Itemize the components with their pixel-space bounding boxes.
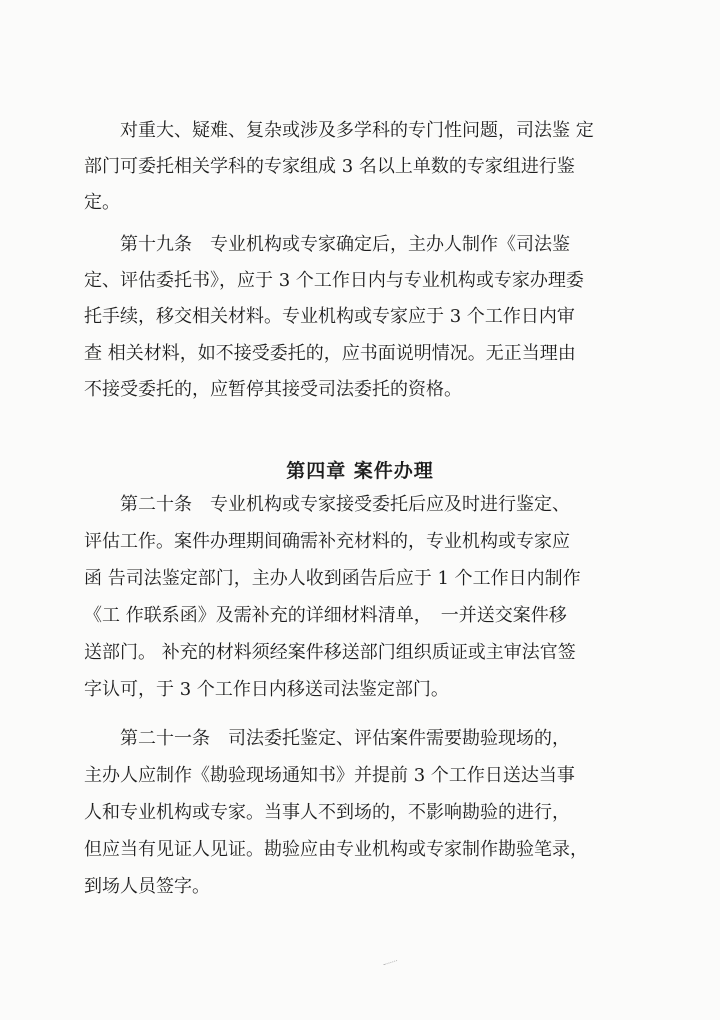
- text-line: 不接受委托的，应暂停其接受司法委托的资格。: [84, 379, 462, 400]
- chapter-heading: 第四章 案件办理: [286, 460, 434, 482]
- text-line: 查 相关材料，如不接受委托的，应书面说明情况。无正当理由: [84, 343, 576, 364]
- text-line: 送部门。 补充的材料须经案件移送部门组织质证或主审法官签: [84, 642, 576, 663]
- text-line: 字认可，于 3 个工作日内移送司法鉴定部门。: [84, 679, 449, 700]
- scan-speck: [384, 960, 399, 969]
- text-line: 评估工作。案件办理期间确需补充材料的，专业机构或专家应: [84, 531, 570, 552]
- text-line: 定、评估委托书》，应于 3 个工作日内与专业机构或专家办理委: [84, 270, 584, 291]
- text-line: 部门可委托相关学科的专家组成 3 名以上单数的专家组进行鉴: [84, 156, 575, 177]
- text-line: 对重大、疑难、复杂或涉及多学科的专门性问题，司法鉴 定: [120, 120, 594, 141]
- text-line: 定。: [84, 192, 120, 213]
- text-line: 函 告司法鉴定部门，主办人收到函告后应于 1 个工作日内制作: [84, 568, 581, 589]
- text-line: 托手续，移交相关材料。专业机构或专家应于 3 个工作日内审: [84, 306, 575, 327]
- text-line: 主办人应制作《勘验现场通知书》并提前 3 个工作日送达当事: [84, 765, 575, 786]
- text-line: 第二十一条 司法委托鉴定、评估案件需要勘验现场的，: [120, 728, 570, 749]
- text-line: 第十九条 专业机构或专家确定后，主办人制作《司法鉴: [120, 234, 570, 255]
- text-line: 到场人员签字。: [84, 876, 210, 897]
- text-line: 但应当有见证人见证。勘验应由专业机构或专家制作勘验笔录，: [84, 839, 588, 860]
- text-line: 人和专业机构或专家。当事人不到场的，不影响勘验的进行，: [84, 802, 570, 823]
- text-line: 第二十条 专业机构或专家接受委托后应及时进行鉴定、: [120, 494, 570, 515]
- text-line: 《工 作联系函》及需补充的详细材料清单， 一并送交案件移: [84, 605, 567, 626]
